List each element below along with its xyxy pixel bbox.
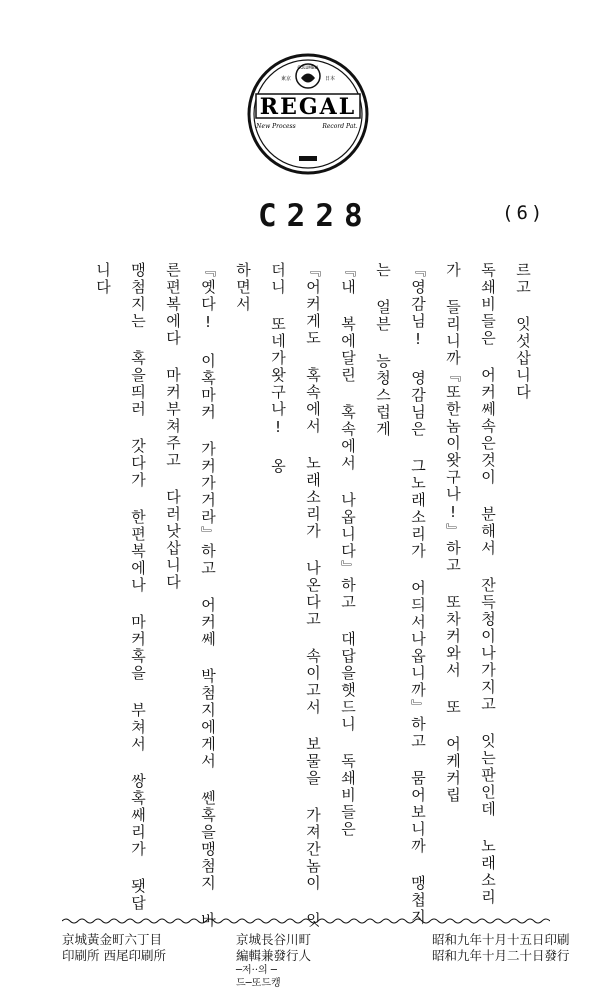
text-column-7: 『어커게도 혹속에서 노래소리가 나온다고 속이고서 보물을 가져간놈이 잇 xyxy=(304,262,322,929)
text-column-1: 르고 잇섯삽니다 xyxy=(514,262,532,401)
publish-date: 昭和九年十月二十日發行 xyxy=(432,948,570,963)
text-column-9: 하면서 xyxy=(234,262,252,313)
logo-right-text: Record Pat. xyxy=(322,123,358,130)
print-date: 昭和九年十月十五日印刷 xyxy=(432,932,570,947)
colophon-dates xyxy=(432,932,570,964)
publisher-name-line-1: ─저··의 ─ xyxy=(236,965,277,976)
printer-name: 印刷所 西尾印刷所 xyxy=(62,948,166,963)
text-column-10: 『옛다! 이혹마커 가커가거라』하고 어커쎄 박첨지에게서 쎈혹을맹첨지 바 xyxy=(199,262,217,929)
regal-record-logo xyxy=(246,52,370,176)
text-column-4: 『영감님! 영감님은 그노래소리가 어듸서나옵니까』하고 뭄어보니까 맹첩지 xyxy=(409,262,427,926)
logo-small-top-right: 日本 xyxy=(324,76,336,82)
colophon-publisher-name xyxy=(236,964,281,990)
text-column-12: 맹첨지는 혹을띄러 갓다가 한편복에나 마커혹을 부쳐서 쌍혹쌔리가 됏답 xyxy=(129,262,147,912)
colophon-publisher xyxy=(236,932,311,964)
publisher-name-line-2: 드─또드캥 xyxy=(236,978,281,989)
text-column-3: 가 들리니까『또한놈이왓구나!』하고 또차커와서 또 어케커립 xyxy=(444,262,462,804)
text-column-13: 니다 xyxy=(94,262,112,296)
emblem-text: COLUMBIA xyxy=(297,65,319,70)
text-column-11: 른편복에다 마커부쳐주고 다러낫삽니다 xyxy=(164,262,182,591)
text-column-6: 『내 복에달린 혹속에서 나옵니다』하고 대답을햇드니 독쇄비들은 xyxy=(339,262,357,838)
page-number: (6) xyxy=(502,202,546,224)
publisher-address: 京城長谷川町 xyxy=(236,932,312,947)
catalog-number: C228 xyxy=(258,198,373,234)
wavy-divider xyxy=(62,918,550,924)
text-column-2: 독쇄비들은 어커쎄속은것이 분해서 잔득청이나가지고 잇는판인데 노래소리 xyxy=(479,262,497,906)
colophon-printer xyxy=(62,932,166,964)
logo-left-text: New Process xyxy=(256,123,296,130)
editor-publisher-label: 編輯兼發行人 xyxy=(236,948,312,963)
logo-small-top-left: 東京 xyxy=(280,76,292,82)
text-column-8: 더니 또네가왓구나! 옹 xyxy=(269,262,287,475)
printer-address: 京城黃金町六丁目 xyxy=(62,932,163,947)
text-column-5: 는 얼븐 능청스럽게 xyxy=(374,262,392,438)
logo-brand-text: REGAL xyxy=(259,94,357,120)
